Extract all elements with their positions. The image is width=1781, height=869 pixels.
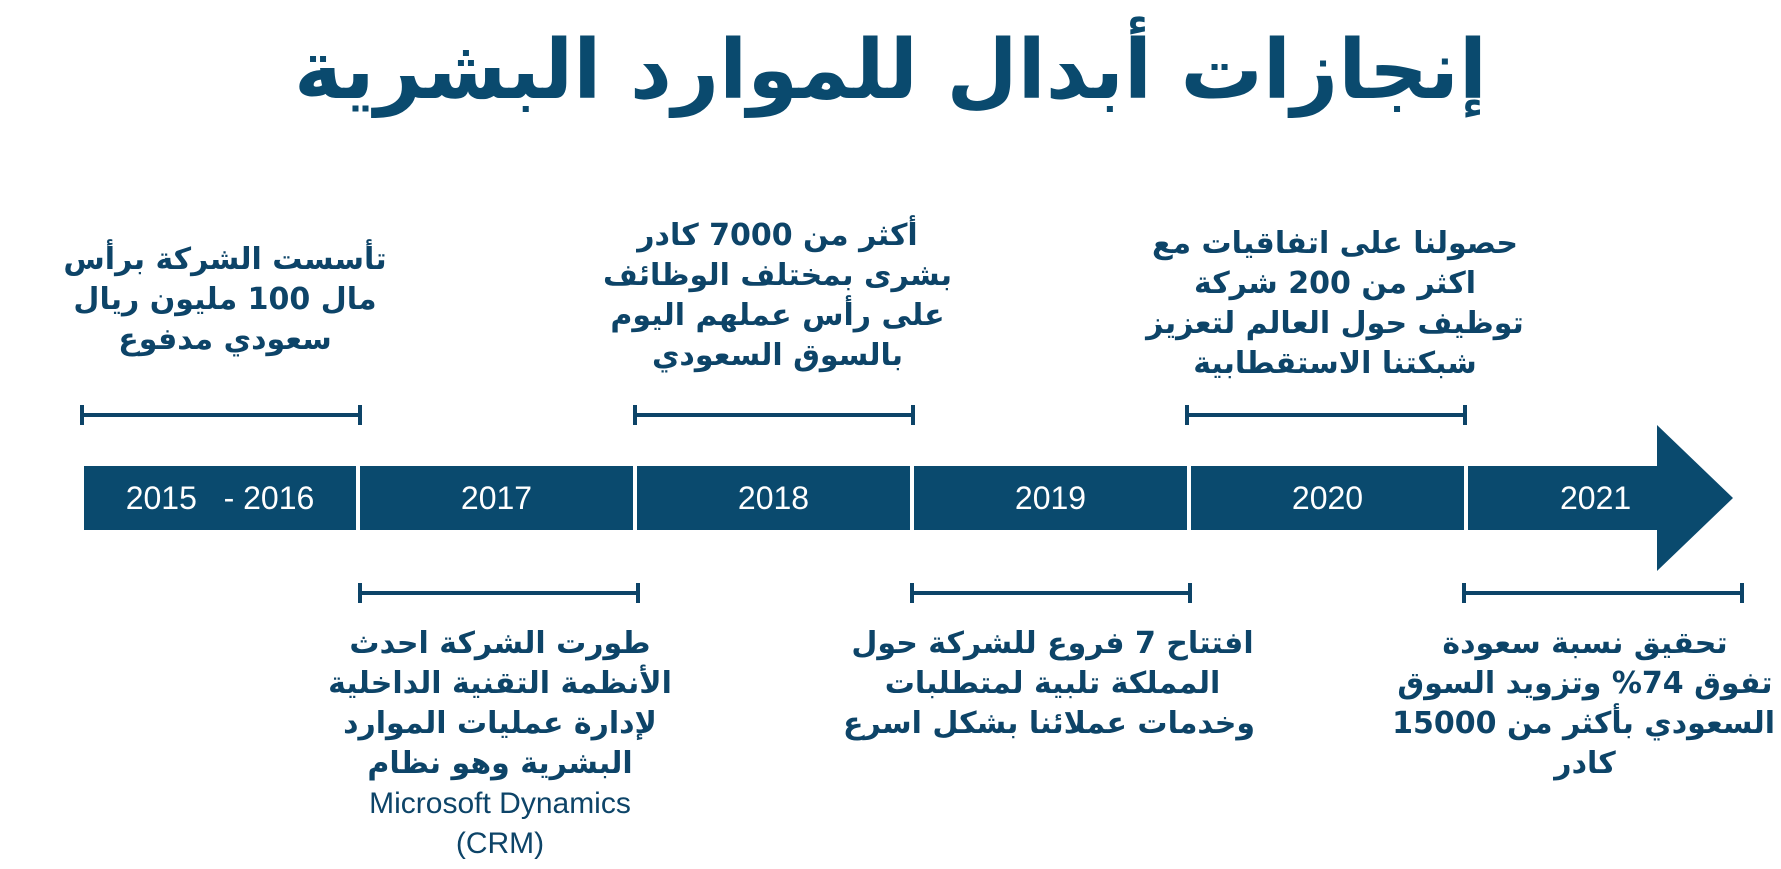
bracket-bar (1185, 413, 1467, 417)
bracket-tick (633, 405, 637, 425)
bracket-2019 (910, 583, 1192, 603)
bracket-bar (633, 413, 915, 417)
bracket-2017 (358, 583, 640, 603)
bracket-tick (636, 583, 640, 603)
bracket-2018 (633, 405, 915, 425)
milestone-2017-caption: طورت الشركة احدث الأنظمة التقنية الداخلية لإدارة عمليات الموارد البشرية وهو نظام Microsoft Dynamics (CRM) (328, 626, 672, 860)
bracket-2015 (80, 405, 362, 425)
bracket-tick (911, 405, 915, 425)
bracket-tick (1188, 583, 1192, 603)
year-segment-2015: 2015 - 2016 (84, 466, 356, 530)
milestone-2018-caption: أكثر من 7000 كادر بشرى بمختلف الوظائف على رأس عملهم اليوم بالسوق السعودي (603, 218, 952, 373)
bracket-bar (910, 591, 1192, 595)
timeline-arrowhead (1657, 425, 1733, 571)
bracket-bar (358, 591, 640, 595)
bracket-tick (80, 405, 84, 425)
bracket-bar (1462, 591, 1744, 595)
year-segment-2017: 2017 (360, 466, 633, 530)
year-segment-2019: 2019 (914, 466, 1187, 530)
bracket-tick (1740, 583, 1744, 603)
bracket-bar (80, 413, 362, 417)
bracket-tick (1185, 405, 1189, 425)
bracket-tick (1462, 583, 1466, 603)
year-segment-2018: 2018 (637, 466, 910, 530)
year-segment-2020: 2020 (1191, 466, 1464, 530)
bracket-2021 (1462, 583, 1744, 603)
milestone-2020-caption: حصولنا على اتفاقيات مع اكثر من 200 شركة توظيف حول العالم لتعزيز شبكتنا الاستقطابية (1146, 226, 1524, 381)
bracket-tick (358, 405, 362, 425)
bracket-tick (358, 583, 362, 603)
page-title: إنجازات أبدال للموارد البشرية (293, 23, 1488, 118)
bracket-2020 (1185, 405, 1467, 425)
milestone-2021-caption: تحقيق نسبة سعودة تفوق 74% وتزويد السوق السعودي بأكثر من 15000 كادر (1392, 626, 1775, 781)
bracket-tick (910, 583, 914, 603)
year-segment-2021: 2021 (1468, 466, 1660, 530)
milestone-2015-caption: تأسست الشركة برأس مال 100 مليون ريال سعودي مدفوع (63, 242, 387, 357)
bracket-tick (1463, 405, 1467, 425)
milestone-2019-caption: افتتاح 7 فروع للشركة حول المملكة تلبية لمتطلبات وخدمات عملائنا بشكل اسرع (842, 626, 1255, 741)
